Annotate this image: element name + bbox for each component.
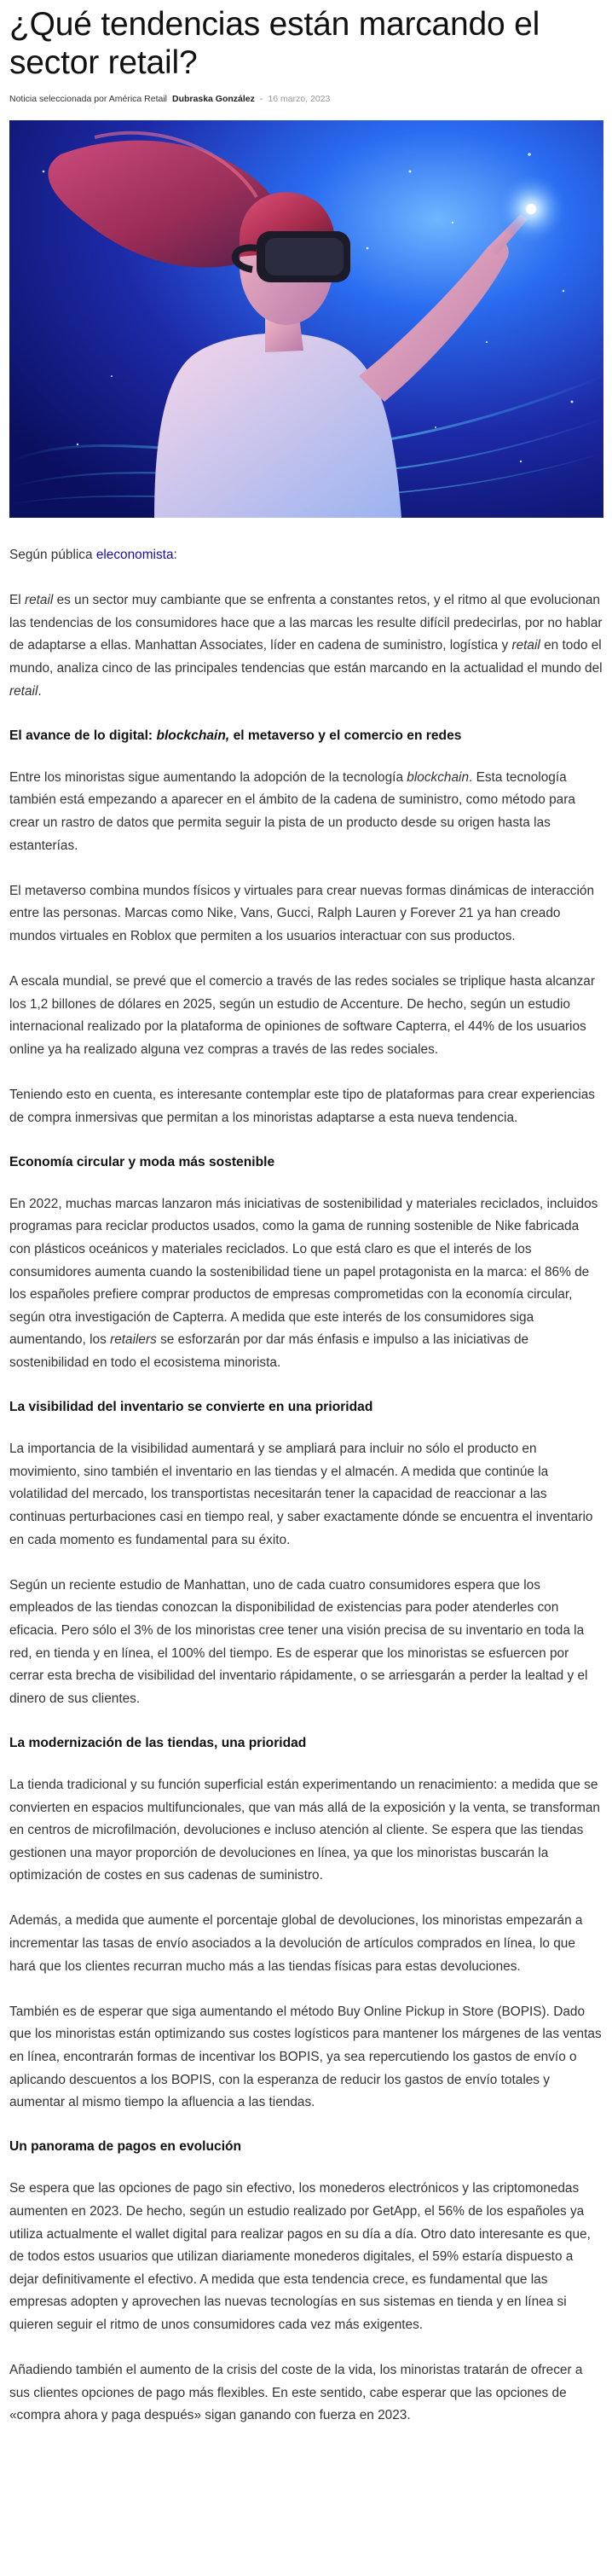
source-prefix: Según pública: [9, 548, 96, 562]
intro-paragraph: [9, 589, 603, 703]
payments-paragraph-1: Se espera que las opciones de pago sin efectivo, los monederos electrónicos y las criptomonedas aumenten en 2023. De hecho, según un estudio realizado por GetApp, el 56% de los españoles ya utiliza actualmente el wallet digital para realizar pagos en su día a día. Otro dato interesante es que, de todos estos usuarios que utilizan diariamente monederos digitales, el 59% estaría dispuesto a dejar definitivamente el efectivo. A medida que esta tendencia crece, es fundamental que las empresas adopten y aprovechen las nuevas tecnologías en sus sistemas en tienda y en línea si quieren seguir el ritmo de unos consumidores cada vez más exigentes.: [9, 2181, 591, 2332]
intro-em-1: retail: [24, 593, 54, 608]
meta-author[interactable]: Dubraska González: [172, 94, 255, 104]
section-heading-inventory: La visibilidad del inventario se convierte en una prioridad: [9, 1400, 373, 1415]
heading-part-em: blockchain,: [156, 728, 230, 743]
digital-p1-em: blockchain: [407, 769, 470, 785]
section-heading-payments: Un panorama de pagos en evolución: [9, 2139, 242, 2155]
heading-part-b: el metaverso y el comercio en redes: [229, 728, 462, 743]
stores-paragraph-3: También es de esperar que siga aumentando el método Buy Online Pickup in Store (BOPIS). Dado que los minoristas están optimizando sus costes logísticos para mantener los márgenes de las ventas en línea, encontrarán formas de incentivar los BOPIS, ya sea repercutiendo los gastos de envío o aplicando descuentos a los BOPIS, con la esperanza de reducir los gastos de envío totales y aumentar al mismo tiempo la afluencia a las tiendas.: [9, 2004, 602, 2110]
digital-paragraph-3: A escala mundial, se prevé que el comercio a través de las redes sociales se triplique hasta alcanzar los 1,2 billones de dólares en 2025, según un estudio de Accenture. De hecho, según un estudio internacional realizado por la plataforma de opiniones de software Capterra, el 44% de los usuarios online ya ha realizado alguna vez compras a través de las redes sociales.: [9, 974, 595, 1057]
stores-paragraph-2: Además, a medida que aumente el porcentaje global de devoluciones, los minoristas empezarán a incrementar las tasas de envío asociados a la devolución de artículos comprados en línea, lo que hará que los clientes recurran mucho más a las tiendas físicas para estas devoluciones.: [9, 1913, 583, 1974]
circular-p1-em: retailers: [110, 1332, 157, 1348]
inventory-paragraph-1: La importancia de la visibilidad aumentará y se ampliará para incluir no sólo el producto en movimiento, sino también el inventario en las tiendas y el almacén. A medida que continúe la volatilidad del mercado, los transportistas necesitarán tener la capacidad de reaccionar a las continuas perturbaciones casi en tiempo real, y saber exactamente dónde se encuentra el inventario en cada momento es fundamental para su éxito.: [9, 1442, 593, 1547]
vr-woman-illustration: [9, 120, 603, 518]
source-line: [9, 544, 603, 567]
article-title: ¿Qué tendencias están marcando el sector retail?: [9, 6, 540, 81]
meta-prefix: Noticia seleccionada por América Retail: [9, 94, 168, 104]
intro-em-2: retail: [511, 638, 540, 653]
article: [0, 5, 612, 2428]
stores-paragraph-1: La tienda tradicional y su función superficial están experimentando un renacimiento: a medida que se convierten en espacios multifuncionales, que van más allá de la exposición y la venta, se transforman en centros de microfilmación, devoluciones e incluso atención al cliente. Se espera que las tiendas gestionen una mayor proporción de devoluciones en línea, ya que los minoristas buscarán la optimización de costes en sus cadenas de suministro.: [9, 1777, 600, 1883]
circular-paragraph-1: [9, 1193, 603, 1375]
circular-p1-b: se esforzarán por dar más énfasis e impulso a las iniciativas de sostenibilidad en todo el ecosistema minorista.: [9, 1332, 529, 1370]
meta-date: 16 marzo, 2023: [268, 94, 331, 104]
digital-paragraph-4: Teniendo esto en cuenta, es interesante contemplar este tipo de plataformas para crear experiencias de compra inmersivas que permitan a los minoristas adaptarse a esta nueva tendencia.: [9, 1088, 596, 1125]
article-meta: [9, 94, 603, 104]
digital-paragraph-1: [9, 767, 603, 857]
payments-paragraph-2: Añadiendo también el aumento de la crisis del coste de la vida, los minoristas tratarán de ofrecer a sus clientes opciones de pago más flexibles. En este sentido, cabe esperar que las opciones de «compra ahora y paga después» sigan ganando con fuerza en 2023.: [9, 2363, 583, 2423]
intro-text-4: .: [38, 683, 42, 699]
digital-p1-a: Entre los minoristas sigue aumentando la adopción de la tecnología: [9, 769, 407, 785]
section-heading-digital: [9, 726, 603, 746]
intro-text-1: El: [9, 593, 25, 608]
heading-part-a: El avance de lo digital:: [9, 728, 157, 743]
source-suffix: :: [173, 548, 177, 562]
digital-p1-b: . Esta tecnología también está empezando a aparecer en el ámbito de la cadena de suministro, como método para crear un rastro de datos que permita seguir la pista de un producto desde su origen hasta las estanterías.: [9, 769, 575, 853]
section-heading-circular: Economía circular y moda más sostenible: [9, 1154, 275, 1169]
section-heading-stores: La modernización de las tiendas, una prioridad: [9, 1735, 307, 1750]
meta-separator: -: [259, 94, 263, 104]
inventory-paragraph-2: Según un reciente estudio de Manhattan, uno de cada cuatro consumidores espera que los empleados de las tiendas conozcan la disponibilidad de existencias para poder atenderles con eficacia. Pero sólo el 3% de los minoristas cree tener una visión precisa de su inventario en toda la red, en tienda y en línea, el 100% del tiempo. Es de esperar que los minoristas se esfuercen por cerrar esta brecha de visibilidad del inventario rápidamente, o se arriesgarán a perder la lealtad y el dinero de sus clientes.: [9, 1577, 588, 1706]
source-link[interactable]: eleconomista: [95, 548, 174, 562]
circular-p1-a: En 2022, muchas marcas lanzaron más iniciativas de sostenibilidad y materiales reciclados, incluidos programas para reciclar productos usados, como la gama de running sostenible de Nike fabricada con plásticos oceánicos y materiales reciclados. Lo que está claro es que el interés de los consumidores aumenta cuando la sostenibilidad tiene un papel protagonista en la marca: el 86% de los españoles prefiere comprar productos de empresas comprometidas con la economía circular, según otra investigación de Capterra. A medida que este interés de los consumidores siga aumentando, los: [9, 1196, 598, 1348]
intro-text-3: en todo el mundo, analiza cinco de las principales tendencias que están marcando en la actualidad el mundo del: [9, 638, 603, 676]
digital-paragraph-2: El metaverso combina mundos físicos y virtuales para crear nuevas formas dinámicas de interacción entre las personas. Marcas como Nike, Vans, Gucci, Ralph Lauren y Forever 21 ya han creado mundos virtuales en Roblox que permiten a los usuarios interactuar con sus productos.: [9, 883, 595, 943]
intro-em-3: retail: [9, 683, 38, 699]
hero-image: [9, 120, 603, 518]
intro-text-2: es un sector muy cambiante que se enfrenta a constantes retos, y el ritmo al que evolucionan las tendencias de los consumidores hace que a las marcas les resulte difícil predecirlas, por no hablar de adaptarse a ellas. Manhattan Associates, líder en cadena de suministro, logística y: [9, 593, 603, 653]
